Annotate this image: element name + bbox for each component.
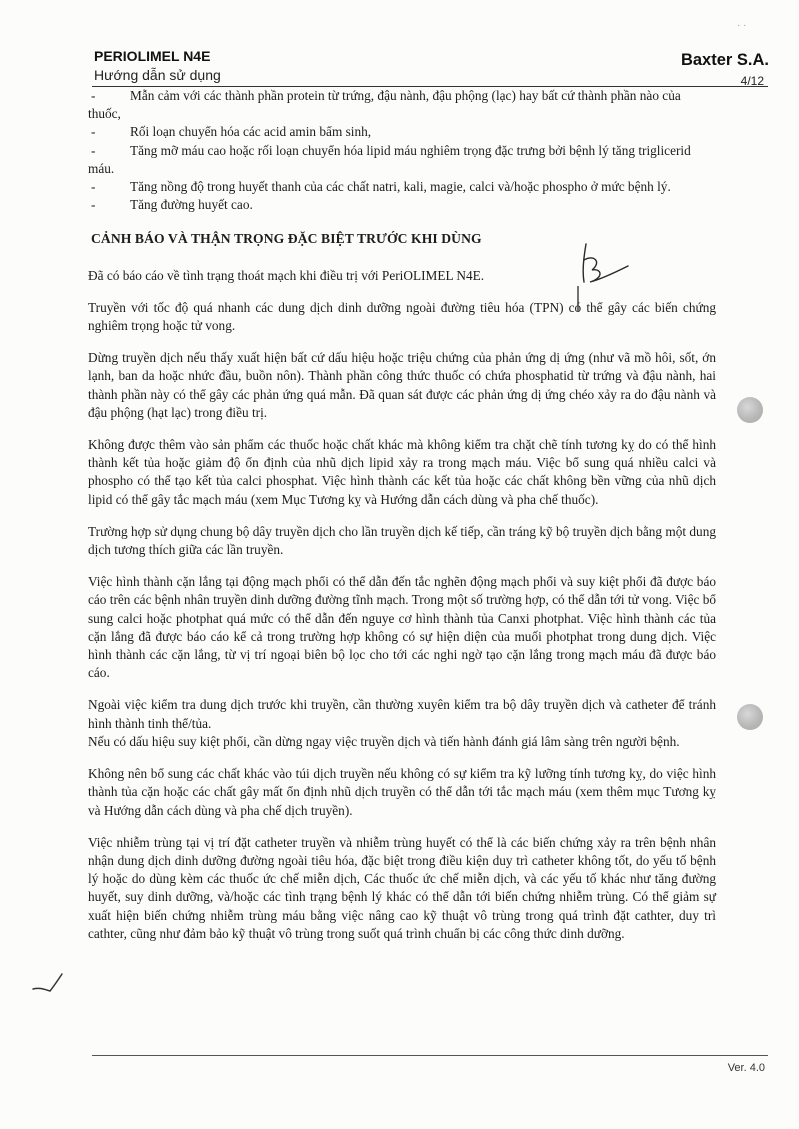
paragraph: Dừng truyền dịch nếu thấy xuất hiện bất cứ dấu hiệu hoặc triệu chứng của phản ứng dị ứng (như vã mồ hôi, sốt, ớn lạnh, ban da hoặc nhức đầu, buồn nôn). Thành phần công thức thuốc có chứa phosphatid từ trứng và đậu nành, hai thành phần này có thể gây các phản ứng quá mẫn. Đã quan sát được các phản ứng dị ứng chéo xảy ra do đậu nành và đậu phộng (hạt lạc) trong điều trị.: [88, 350, 716, 420]
paragraph: Truyền với tốc độ quá nhanh các dung dịch dinh dưỡng ngoài đường tiêu hóa (TPN) có thể gây các biến chứng nghiêm trọng hoặc tử vong.: [88, 299, 716, 334]
company-name: Baxter S.A.: [680, 51, 769, 69]
list-item: - Rối loạn chuyển hóa các acid amin bẩm sinh,: [91, 124, 372, 140]
list-item: - Tăng nồng độ trong huyết thanh của các chất natri, kali, magie, calci và/hoặc phospho ở mức bệnh lý.: [91, 179, 671, 195]
document-version: Ver. 4.0: [727, 1062, 765, 1074]
punch-hole: [737, 704, 763, 730]
paragraph: Không được thêm vào sản phẩm các thuốc hoặc chất khác mà không kiểm tra chặt chẽ tính tương kỵ do có thể hình thành kết tủa hoặc giảm độ ổn định của nhũ dịch lipid xảy ra trong mạch máu. Việc bổ sung quá nhiều calci và phospho có thể tạo kết tủa calci phosphat. Việc hình thành các kết tủa hoặc các chất không bền vững của nhũ dịch lipid có thể gây tắc mạch máu (xem Mục Tương kỵ và Hướng dẫn cách dùng và pha chế thuốc).: [88, 437, 716, 507]
scan-speck: · ·: [737, 20, 747, 31]
product-name: PERIOLIMEL N4E: [94, 48, 211, 64]
paragraph: Ngoài việc kiểm tra dung dịch trước khi truyền, cần thường xuyên kiểm tra bộ dây truyền dịch và catheter để tránh hình thành tinh thể/tủa.: [88, 697, 716, 731]
handwritten-signature: [572, 238, 632, 314]
paragraph: Việc nhiễm trùng tại vị trí đặt catheter truyền và nhiễm trùng huyết có thể là các biến chứng xảy ra trên bệnh nhân nhận dung dịch dinh dưỡng đường ngoài tiêu hóa, đặc biệt trong điều kiện duy trì catheter không tốt, do yếu tố bệnh lý hoặc do dùng kèm các thuốc ức chế miễn dịch, Các thuốc ức chế miễn dịch, và các yếu tố khác như tăng đường huyết, suy dinh dưỡng, và/hoặc các tình trạng bệnh lý khác có thể dẫn tới biến chứng nhiễm trùng. Có thể giảm sự xuất hiện biến chứng nhiễm trùng máu bằng việc nâng cao kỹ thuật vô trùng trong quá trình đặt cathter, duy trì cathter, cũng như đảm bảo kỹ thuật vô trùng trong suốt quá trình chuẩn bị các công thức dinh dưỡng.: [88, 834, 716, 941]
punch-hole: [737, 397, 763, 423]
paragraph: Nếu có dấu hiệu suy kiệt phổi, cần dừng ngay việc truyền dịch và tiến hành đánh giá lâm sàng trên người bệnh.: [88, 733, 680, 749]
paragraph: Trường hợp sử dụng chung bộ dây truyền dịch cho lần truyền dịch kế tiếp, cần tráng kỹ bộ truyền dịch bằng một dung dịch tương thích giữa các lần truyền.: [88, 523, 716, 558]
list-item: - Tăng đường huyết cao.: [91, 197, 253, 213]
pen-mark: [30, 972, 64, 994]
page-number: 4/12: [740, 74, 764, 88]
paragraph: Không nên bổ sung các chất khác vào túi dịch truyền nếu không có sự kiểm tra kỹ lưỡng tính tương kỵ, do việc hình thành tủa cặn hoặc các chất gây mất ổn định nhũ dịch truyền có thể dẫn tới tắc mạch máu (xem thêm mục Tương kỵ và Hướng dẫn cách dùng và pha chế dịch truyền).: [88, 766, 716, 818]
document-subtitle: Hướng dẫn sử dụng: [94, 67, 221, 83]
document-body: [88, 87, 716, 957]
list-item: - Mẫn cảm với các thành phần protein từ trứng, đậu nành, đậu phộng (lạc) hay bất cứ thành phần nào của thuốc,: [88, 88, 681, 122]
section-heading: CẢNH BÁO VÀ THẬN TRỌNG ĐẶC BIỆT TRƯỚC KHI DÙNG: [91, 231, 482, 247]
paragraph: Đã có báo cáo về tình trạng thoát mạch khi điều trị với PeriOLIMEL N4E.: [88, 267, 485, 283]
list-item: - Tăng mỡ máu cao hoặc rối loạn chuyển hóa lipid máu nghiêm trọng đặc trưng bởi bệnh lý tăng triglicerid máu.: [88, 142, 691, 176]
footer-rule: [92, 1055, 768, 1056]
paragraph-group: [88, 696, 716, 751]
contraindication-list: [88, 87, 716, 214]
paragraph: Việc hình thành cặn lắng tại động mạch phổi có thể dẫn đến tắc nghẽn động mạch phổi và suy kiệt phổi đã được báo cáo trên các bệnh nhân truyền dinh dưỡng đường tĩnh mạch. Trong một số trường hợp, có thể dẫn tới tử vong. Việc bổ sung calci hoặc photphat quá mức có thể dẫn đến nguye cơ hình thành tủa Canxi photphat. Việc hình thành các tủa cặn lắng đã được báo cáo kể cả trong trường hợp không có sự hiện diện của muối photphat trong dung dịch. Việc hình thành các cặn lắng, từ vị trí ngoại biên bộ lọc cho tới các nghi ngờ tạo cặn lắng trong mạch máu đã được báo cáo.: [88, 574, 716, 681]
